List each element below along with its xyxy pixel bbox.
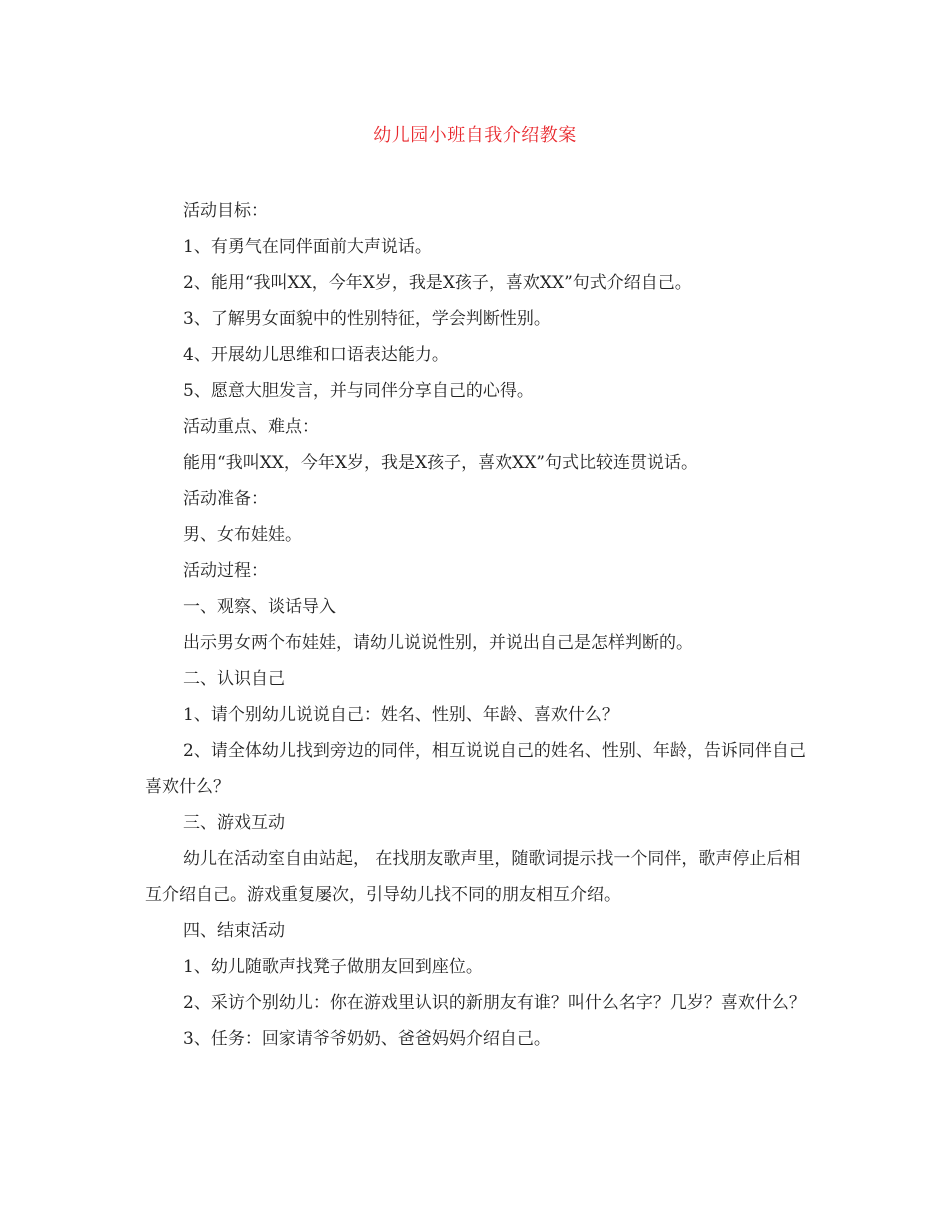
preparation-text: 男、女布娃娃。: [183, 525, 302, 545]
document-title: 幼儿园小班自我介绍教案: [373, 125, 577, 146]
key-points-text: 能用“我叫XX，今年X岁，我是X孩子，喜欢XX”句式比较连贯说话。: [183, 453, 698, 473]
section-1-heading: 一、观察、谈话导入: [183, 597, 336, 617]
section-2-item-2: 2、请全体幼儿找到旁边的同伴，相互说说自己的姓名、性别、年龄，告诉同伴自己喜欢什么？: [145, 741, 806, 797]
document-body: [145, 193, 807, 1057]
section-2-heading: 二、认识自己: [183, 669, 285, 689]
section-4-item-1: 1、幼儿随歌声找凳子做朋友回到座位。: [183, 957, 483, 977]
section-1-text: 出示男女两个布娃娃，请幼儿说说性别，并说出自己是怎样判断的。: [183, 633, 693, 653]
goal-item-1: 1、有勇气在同伴面前大声说话。: [183, 237, 432, 257]
heading-preparation: 活动准备：: [183, 489, 268, 509]
section-3-heading: 三、游戏互动: [183, 813, 285, 833]
goal-item-3: 3、了解男女面貌中的性别特征，学会判断性别。: [183, 309, 551, 329]
goal-item-4: 4、开展幼儿思维和口语表达能力。: [183, 345, 449, 365]
section-4-heading: 四、结束活动: [183, 921, 285, 941]
heading-activity-goals: 活动目标：: [183, 201, 268, 221]
section-2-item-1: 1、请个别幼儿说说自己：姓名、性别、年龄、喜欢什么？: [183, 705, 619, 725]
goal-item-2: 2、能用“我叫XX，今年X岁，我是X孩子，喜欢XX”句式介绍自己。: [183, 273, 692, 293]
goal-item-5: 5、愿意大胆发言，并与同伴分享自己的心得。: [183, 381, 534, 401]
section-4-item-2: 2、采访个别幼儿：你在游戏里认识的新朋友有谁？叫什么名字？几岁？喜欢什么？: [183, 993, 806, 1013]
section-3-text: 幼儿在活动室自由站起， 在找朋友歌声里，随歌词提示找一个同伴，歌声停止后相互介绍自己。游戏重复屡次，引导幼儿找不同的朋友相互介绍。: [145, 849, 801, 905]
heading-key-points: 活动重点、难点：: [183, 417, 319, 437]
section-4-item-3: 3、任务：回家请爷爷奶奶、爸爸妈妈介绍自己。: [183, 1029, 551, 1049]
heading-process: 活动过程：: [183, 561, 268, 581]
